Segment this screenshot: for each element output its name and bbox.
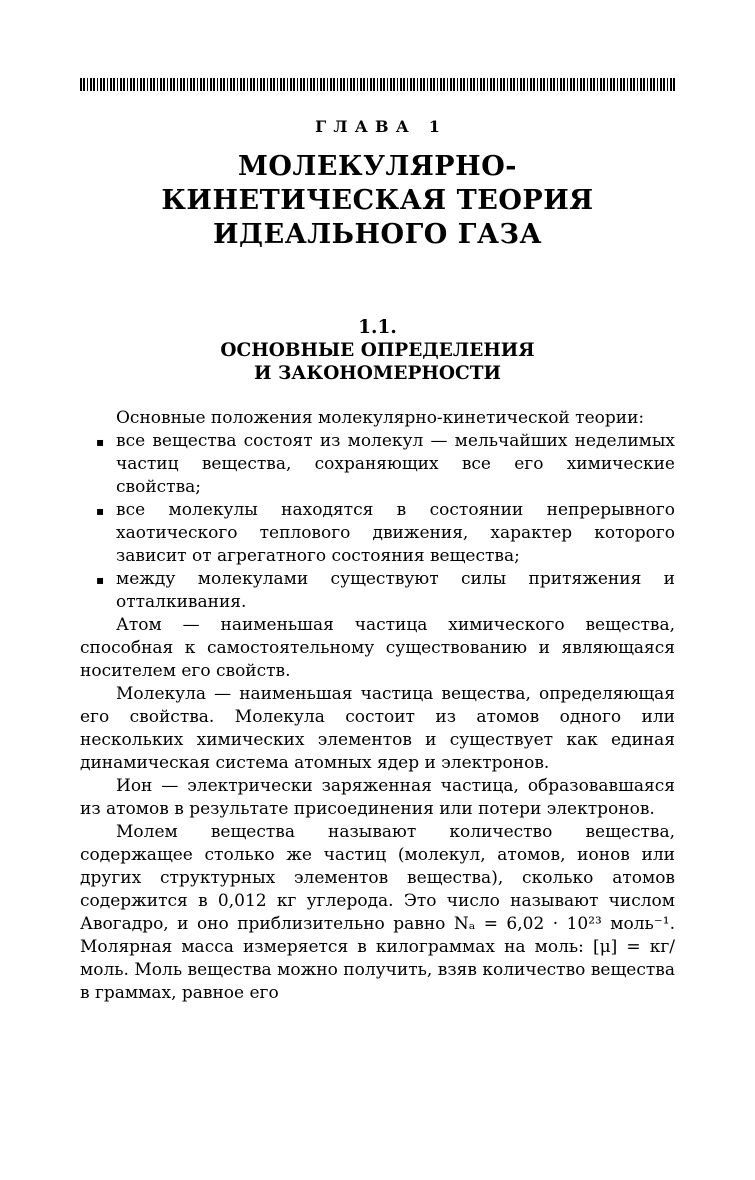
- paragraph: Молекула — наименьшая частица вещества, определяющая его свойства. Молекула состоит из атомов одного или нескольких химических элементов и существует как единая динамическая система атомных ядер и электронов.: [80, 684, 675, 773]
- section-number: 1.1.: [358, 317, 397, 338]
- paragraph: Атом — наименьшая частица химического вещества, способная к самостоятельному существованию и являющаяся носителем его свойств.: [80, 615, 675, 681]
- bullet-item: [80, 568, 675, 614]
- section-title-line: И ЗАКОНОМЕРНОСТИ: [254, 363, 501, 384]
- decorative-barcode-rule: [80, 78, 675, 91]
- section-heading: [80, 316, 675, 385]
- bullet-item-text: все молекулы находятся в состоянии непрерывного хаотического теплового движения, характер которого зависит от агрегатного состояния вещества;: [116, 500, 675, 566]
- section-title-line: ОСНОВНЫЕ ОПРЕДЕЛЕНИЯ: [220, 340, 535, 361]
- chapter-title-line: ИДЕАЛЬНОГО ГАЗА: [212, 219, 543, 250]
- bullet-item-text: все вещества состоят из молекул — мельчайших неделимых частиц вещества, сохраняющих все его химические свойства;: [116, 431, 675, 497]
- square-bullet-icon: ▪: [96, 504, 105, 518]
- paragraph: Молем вещества называют количество вещества, содержащее столько же частиц (молекул, атомов, ионов или других структурных элементов вещества), сколько атомов содержится в 0,012 кг углерода. Это число называют числом Авогадро, и оно приблизительно равно Nₐ = 6,02 · 10²³ моль⁻¹. Молярная масса измеряется в килограммах на моль: [μ] = кг/моль. Моль вещества можно получить, взяв количество вещества в граммах, равное его: [80, 822, 675, 1003]
- square-bullet-icon: ▪: [96, 435, 105, 449]
- body-text: [80, 407, 675, 1005]
- intro-paragraph: Основные положения молекулярно-кинетической теории:: [116, 408, 645, 428]
- bullet-item: [80, 499, 675, 568]
- chapter-label: ГЛАВА 1: [315, 117, 448, 136]
- square-bullet-icon: ▪: [96, 573, 105, 587]
- bullet-item: [80, 430, 675, 499]
- chapter-title-line: КИНЕТИЧЕСКАЯ ТЕОРИЯ: [161, 185, 594, 216]
- bullet-list: [80, 430, 675, 614]
- bullet-item-text: между молекулами существуют силы притяжения и отталкивания.: [116, 569, 675, 612]
- paragraph: Ион — электрически заряженная частица, образовавшаяся из атомов в результате присоединения или потери электронов.: [80, 776, 675, 819]
- chapter-title-line: МОЛЕКУЛЯРНО-: [237, 151, 518, 182]
- chapter-title: [80, 150, 675, 252]
